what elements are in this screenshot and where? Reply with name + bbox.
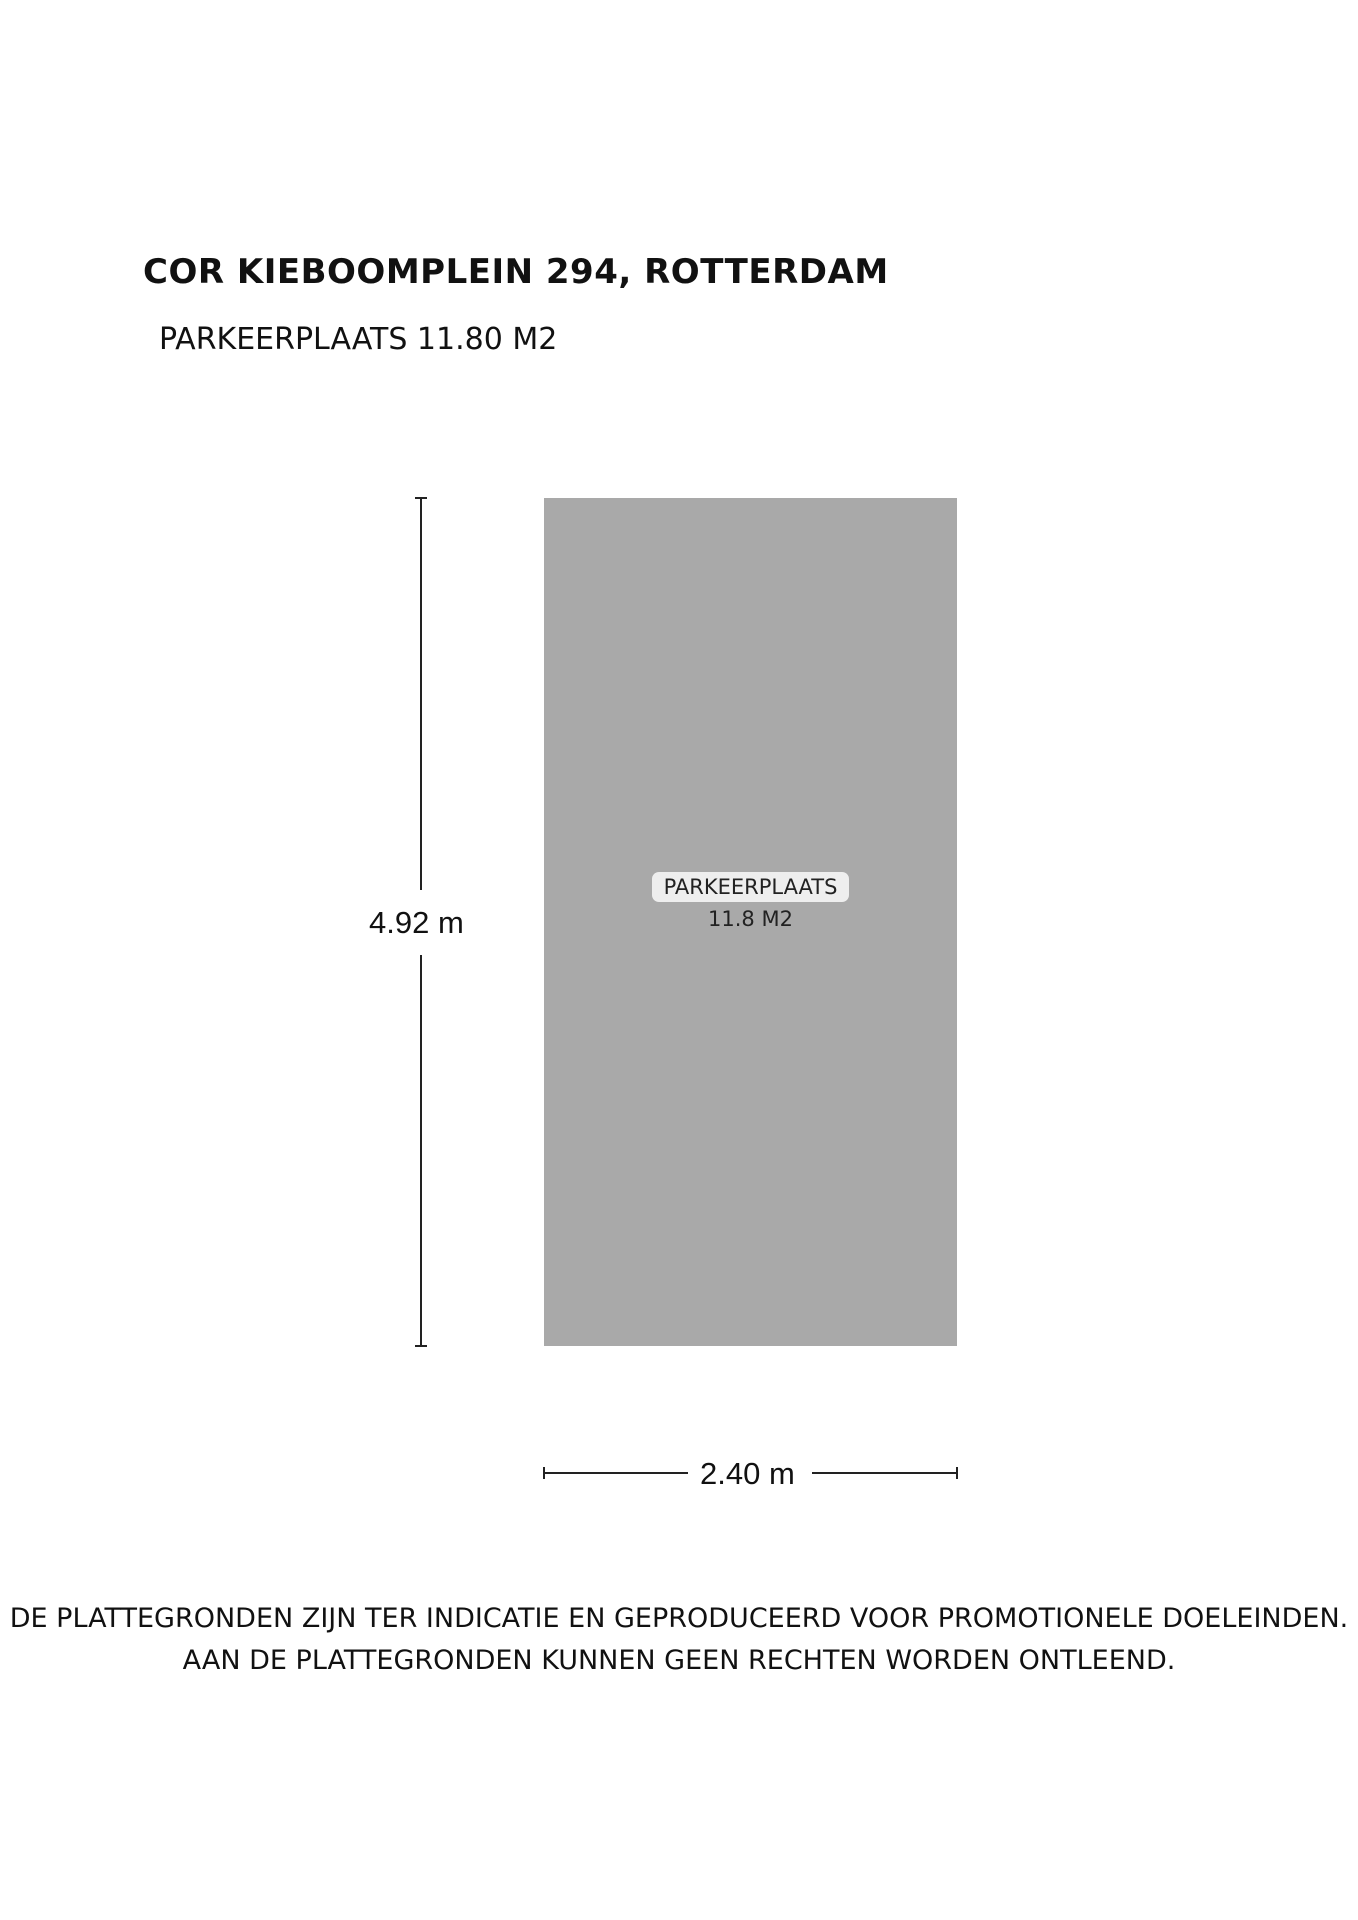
dimension-vertical-bottom-tick xyxy=(415,1345,427,1347)
room-name: PARKEERPLAATS xyxy=(652,872,850,902)
room-label xyxy=(544,872,957,931)
disclaimer-line-1: DE PLATTEGRONDEN ZIJN TER INDICATIE EN GEPRODUCEERD VOOR PROMOTIONELE DOELEINDEN. xyxy=(9,1603,1349,1634)
page-title: COR KIEBOOMPLEIN 294, ROTTERDAM xyxy=(143,252,889,292)
dimension-height-label: 4.92 m xyxy=(369,905,464,940)
page-subtitle: PARKEERPLAATS 11.80 M2 xyxy=(159,322,558,357)
dimension-horizontal-line-right xyxy=(812,1472,957,1474)
dimension-vertical-line-bottom xyxy=(420,955,422,1346)
dimension-width-label: 2.40 m xyxy=(700,1456,795,1491)
room-area: 11.8 M2 xyxy=(708,907,793,931)
room-parkeerplaats xyxy=(544,498,957,1346)
disclaimer-line-2: AAN DE PLATTEGRONDEN KUNNEN GEEN RECHTEN WORDEN ONTLEEND. xyxy=(182,1645,1176,1676)
dimension-horizontal-right-tick xyxy=(956,1467,958,1479)
dimension-vertical-line-top xyxy=(420,498,422,890)
disclaimer xyxy=(0,1598,1358,1682)
dimension-horizontal-line-left xyxy=(544,1472,688,1474)
